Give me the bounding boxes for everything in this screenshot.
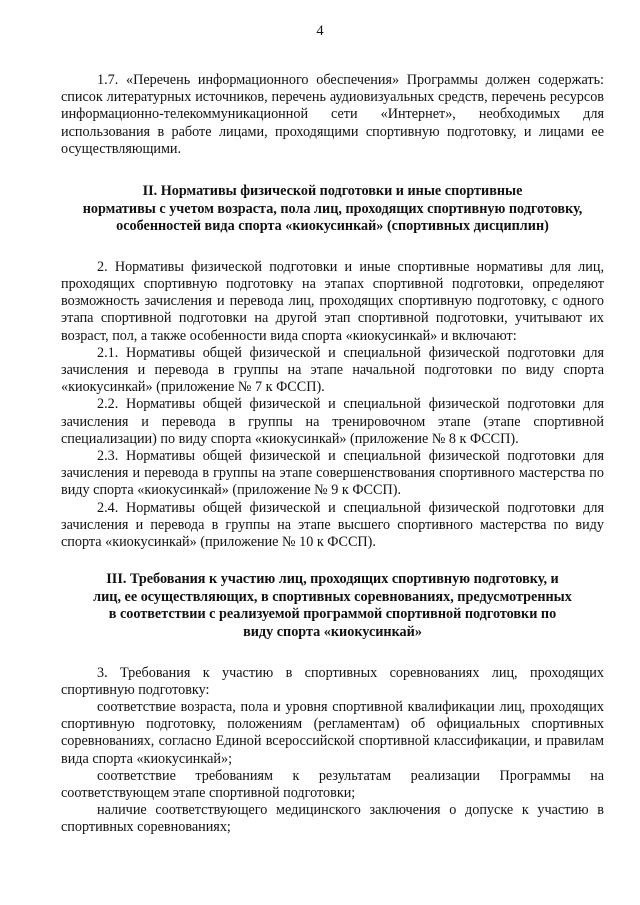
paragraph-2-1: 2.1. Нормативы общей физической и специальной физической подготовки для зачисления и перевода в группы на этапе начальной подготовки по виду спорта «киокусинкай» (приложение № 7 к ФССП).: [61, 344, 604, 396]
document-body: [61, 72, 604, 837]
section-3-heading-line-1: III. Требования к участию лиц, проходящих спортивную подготовку, и: [106, 571, 559, 588]
paragraph-2-4: 2.4. Нормативы общей физической и специальной физической подготовки для зачисления и перевода в группы на этапе высшего спортивного мастерства по виду спорта «киокусинкай» (приложение № 10 к ФССП).: [61, 499, 604, 551]
section-2-heading-line-3: особенностей вида спорта «киокусинкай» (спортивных дисциплин): [116, 218, 549, 235]
section-2-heading-line-1: II. Нормативы физической подготовки и иные спортивные: [142, 183, 523, 200]
section-3-heading: [61, 571, 604, 641]
paragraph-3-item-b: соответствие требованиям к результатам реализации Программы на соответствующем этапе спортивной подготовки;: [61, 767, 604, 802]
section-3-heading-line-3: в соответствии с реализуемой программой спортивной подготовки по: [108, 606, 557, 623]
page-number: 4: [316, 23, 324, 39]
section-3-heading-line-4: виду спорта «киокусинкай»: [243, 624, 422, 641]
paragraph-2: 2. Нормативы физической подготовки и иные спортивные нормативы для лиц, проходящих спортивную подготовку на этапах спортивной подготовки, определяют возможность зачисления и перевода лиц, проходящих спортивную подготовку, с одного этапа спортивной подготовки на другой этап спортивной подготовки, учитывают их возраст, пол, а также особенности вида спорта «киокусинкай» и включают:: [61, 258, 604, 344]
paragraph-3-item-c: наличие соответствующего медицинского заключения о допуске к участию в спортивных соревнованиях;: [61, 802, 604, 836]
paragraph-3-item-a: соответствие возраста, пола и уровня спортивной квалификации лиц, проходящих спортивную подготовку, положениям (регламентам) об официальных спортивных соревнованиях, согласно Единой всероссийской спортивной классификации, и правилам вида спорта «киокусинкай»;: [61, 699, 604, 767]
section-2-heading: [61, 183, 604, 236]
section-3-heading-line-2: лиц, ее осуществляющих, в спортивных соревнованиях, предусмотренных: [93, 588, 572, 605]
paragraph-1-7: 1.7. «Перечень информационного обеспечения» Программы должен содержать: список литературных источников, перечень аудиовизуальных средств, перечень ресурсов информационно-телекоммуникационной сети «Интернет», необходимых для использования в работе лицами, проходящими спортивную подготовку, и лицами ее осуществляющими.: [61, 72, 604, 157]
paragraph-2-2: 2.2. Нормативы общей физической и специальной физической подготовки для зачисления и перевода в группы на тренировочном этапе (этапе спортивной специализации) по виду спорта «киокусинкай» (приложение № 8 к ФССП).: [61, 396, 604, 447]
paragraph-3: 3. Требования к участию в спортивных соревнованиях лиц, проходящих спортивную подготовку:: [61, 664, 604, 698]
section-2-heading-line-2: нормативы с учетом возраста, пола лиц, проходящих спортивную подготовку,: [82, 200, 583, 217]
paragraph-2-3: 2.3. Нормативы общей физической и специальной физической подготовки для зачисления и перевода в группы на этапе совершенствования спортивного мастерства по виду спорта «киокусинкай» (приложение № 9 к ФССП).: [61, 448, 604, 499]
